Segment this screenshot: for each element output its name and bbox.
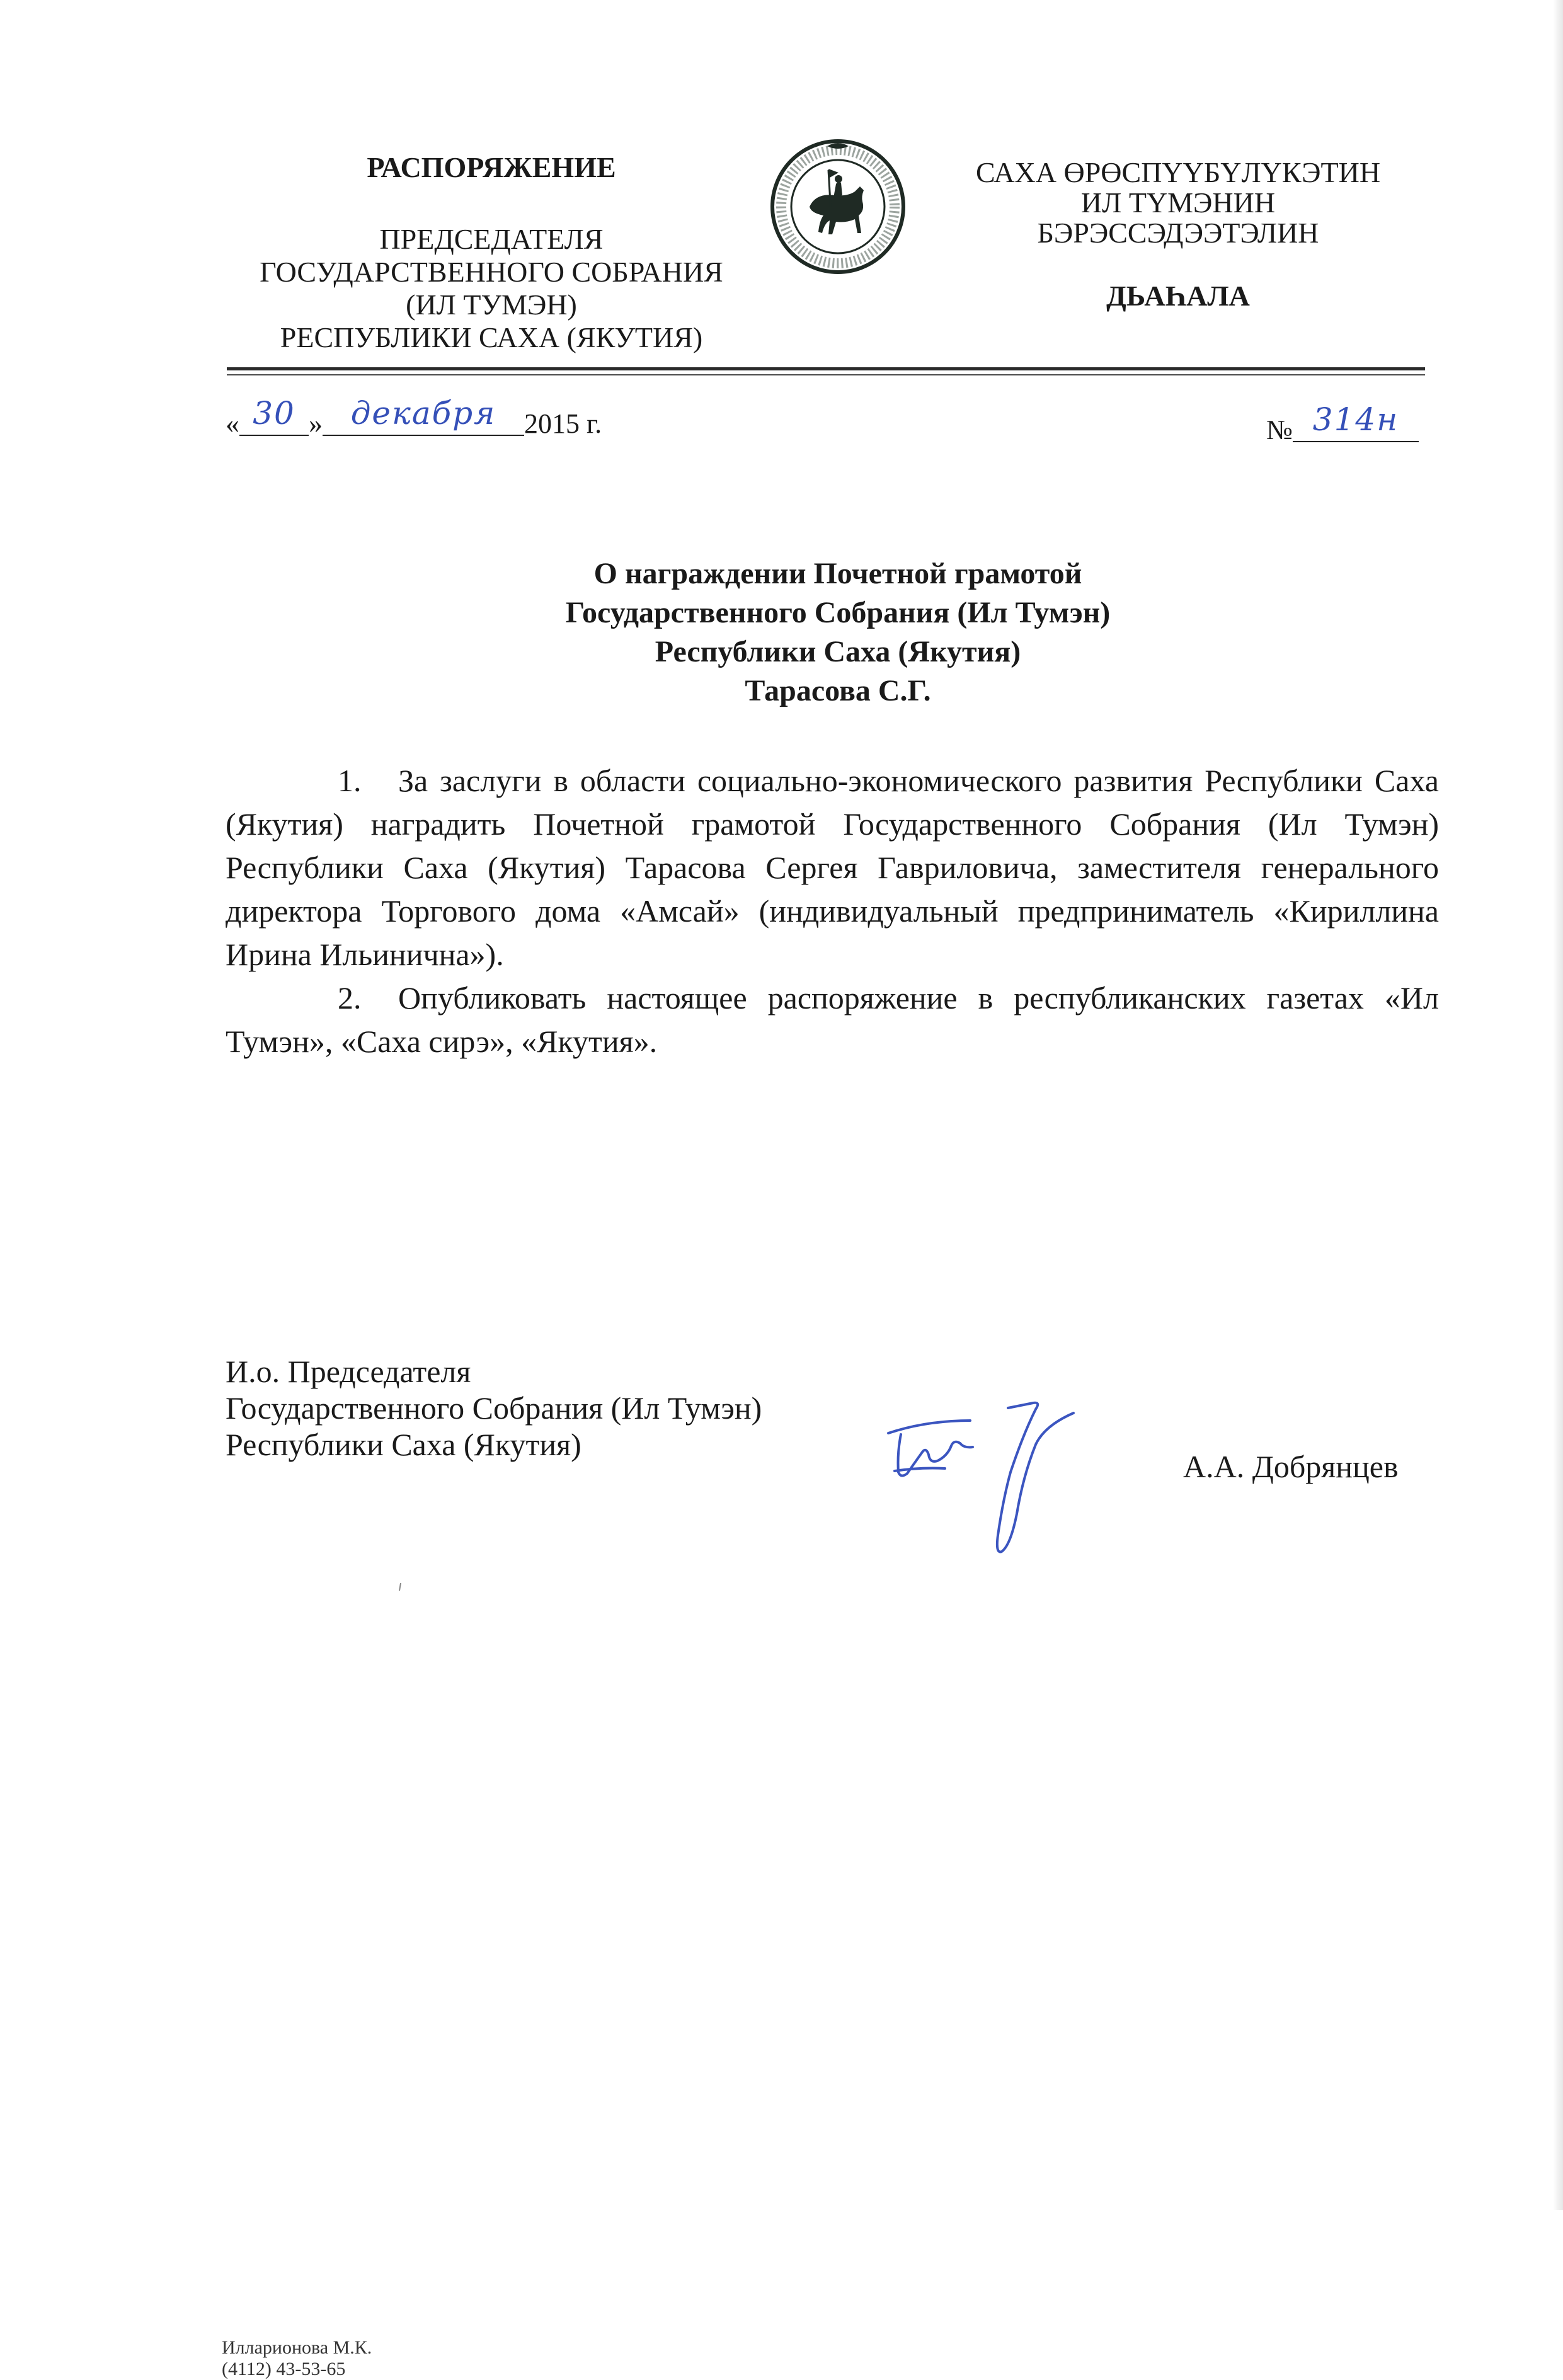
signatory-title-line: И.о. Председателя <box>226 1354 471 1389</box>
issuer-line-yakut: БЭРЭССЭДЭЭТЭЛИН <box>1037 217 1319 249</box>
year-text: 2015 г. <box>524 408 602 439</box>
number-label: № <box>1266 415 1293 445</box>
open-quote: « <box>226 408 239 439</box>
document-heading <box>378 554 1298 711</box>
paragraph-number: 1. <box>338 763 362 798</box>
document-type-title: РАСПОРЯЖЕНИЕ <box>367 151 616 183</box>
document-body <box>226 759 1439 1063</box>
heading-line: Тарасова С.Г. <box>745 674 931 707</box>
issuer-line: (ИЛ ТУМЭН) <box>406 289 577 321</box>
heading-line: О награждении Почетной грамотой <box>593 557 1082 590</box>
close-quote: » <box>309 408 323 439</box>
issuer-line: РЕСПУБЛИКИ САХА (ЯКУТИЯ) <box>280 321 703 353</box>
header-divider-thin <box>227 374 1425 375</box>
heading-line: Республики Саха (Якутия) <box>655 635 1021 668</box>
paragraph-text: За заслуги в области социально-экономического развития Республики Саха (Якутия) наградить Почетной грамотой Государственного Собрания (Ил Тумэн) Республики Саха (Якутия) Тарасова Сергея Гавриловича, заместителя генерального директора Торгового дома «Амсай» (индивидуальный предприниматель «Кириллина Ирина Ильинична»). <box>226 763 1439 972</box>
handwritten-month: декабря <box>350 395 496 432</box>
date-line <box>226 395 602 443</box>
body-paragraph <box>226 759 1439 976</box>
header-left-block <box>208 151 775 354</box>
handwritten-day: 30 <box>253 395 295 432</box>
month-field <box>323 395 524 436</box>
heading-line: Государственного Собрания (Ил Тумэн) <box>565 596 1111 629</box>
handwritten-number: 314н <box>1312 401 1399 438</box>
executor-name: Илларионова М.К. <box>222 2337 372 2358</box>
issuer-line-yakut: ИЛ ТҮМЭНИН <box>1080 186 1276 219</box>
signatory-title-line: Государственного Собрания (Ил Тумэн) <box>226 1390 762 1426</box>
number-line <box>1266 401 1419 449</box>
executor-phone: (4112) 43-53-65 <box>222 2359 346 2379</box>
scan-mark <box>398 1582 402 1591</box>
scan-edge-shadow <box>1553 0 1563 2210</box>
paragraph-text: Опубликовать настоящее распоряжение в республиканских газетах «Ил Тумэн», «Саха сирэ», «Якутия». <box>226 980 1439 1059</box>
issuer-line: ГОСУДАРСТВЕННОГО СОБРАНИЯ <box>260 256 723 288</box>
republic-emblem-horseman-icon <box>765 132 910 283</box>
executor-info <box>222 2337 372 2380</box>
document-type-title-yakut: ДЬАҺАЛА <box>1106 280 1250 312</box>
body-paragraph <box>226 976 1439 1063</box>
signatory-title <box>226 1353 762 1463</box>
handwritten-signature <box>876 1389 1090 1572</box>
header-right-block <box>932 157 1424 311</box>
number-field <box>1293 401 1419 442</box>
issuer-line: ПРЕДСЕДАТЕЛЯ <box>379 223 604 255</box>
signatory-title-line: Республики Саха (Якутия) <box>226 1427 581 1462</box>
issuer-line-yakut: САХА ӨРӨСПҮҮБҮЛҮКЭТИН <box>975 156 1381 188</box>
header-divider <box>227 367 1425 370</box>
day-field <box>239 395 309 436</box>
paragraph-number: 2. <box>338 980 362 1016</box>
signatory-name: А.А. Добрянцев <box>1183 1449 1399 1484</box>
